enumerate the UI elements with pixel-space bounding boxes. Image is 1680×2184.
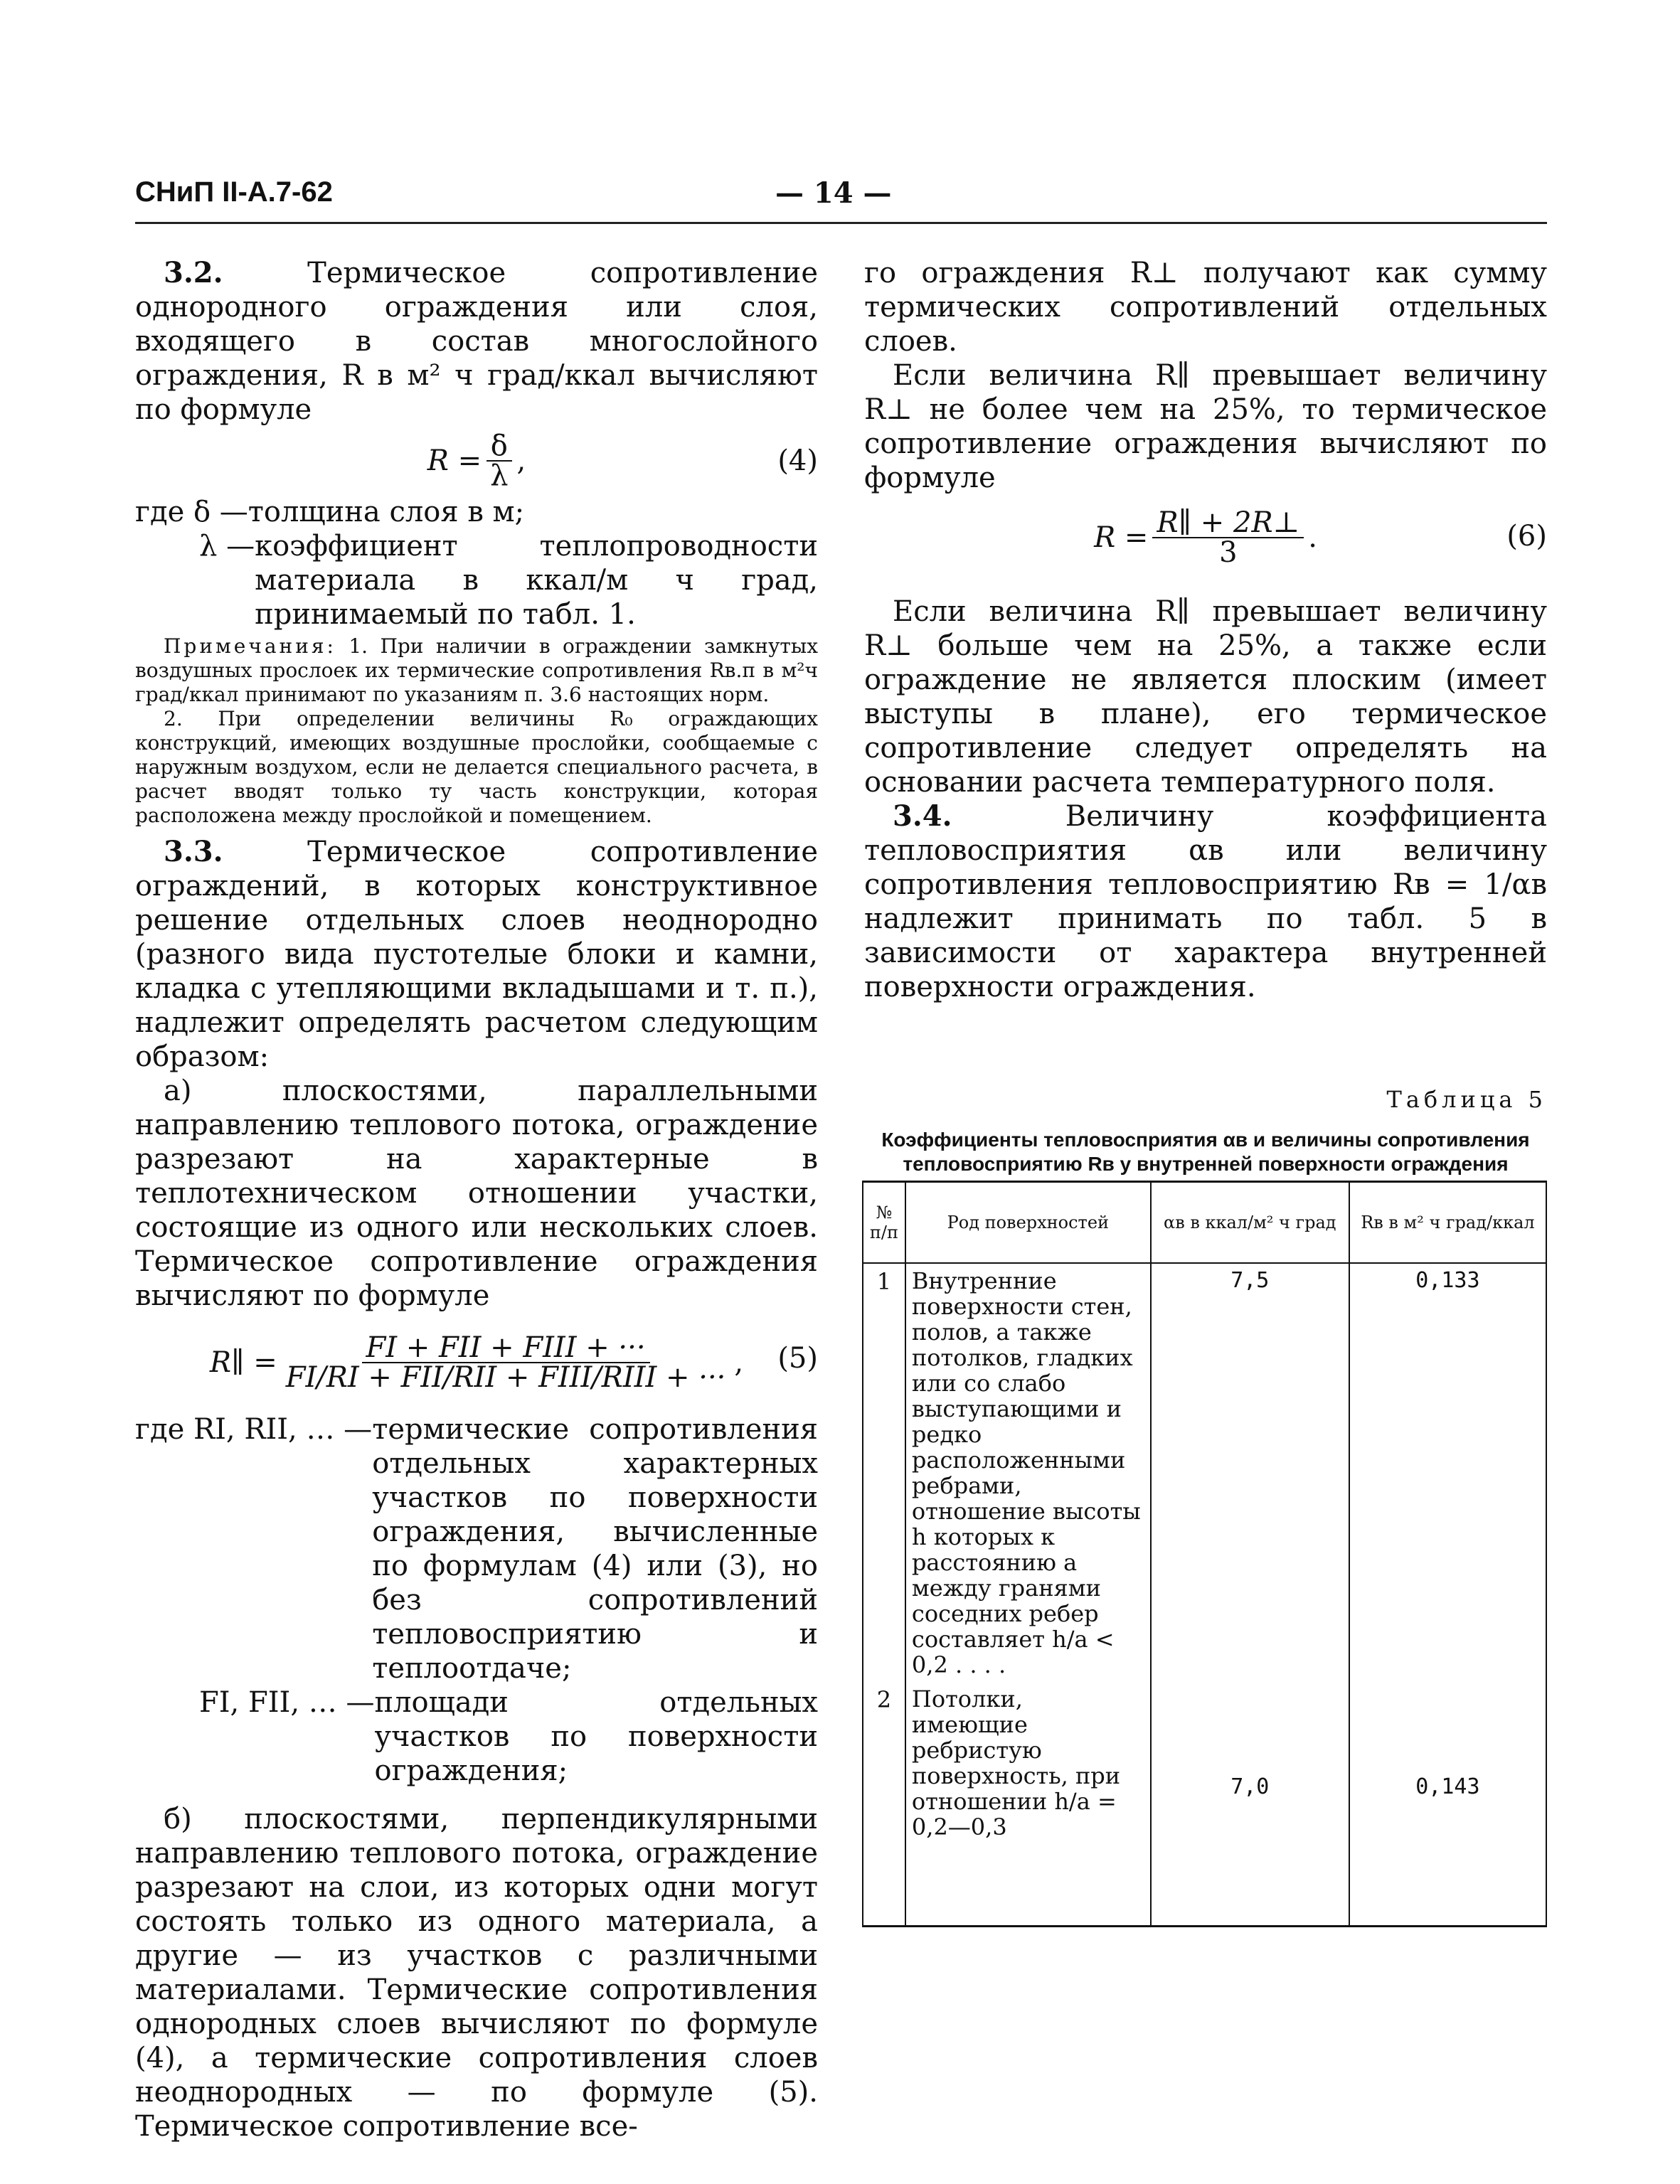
continuation-text: го ограждения R⊥ получают как сумму термических сопротивлений отдельных слоев. xyxy=(864,257,1547,358)
formula-numerator: δ xyxy=(487,432,512,462)
formula-fraction xyxy=(282,1333,730,1392)
section-text: Термическое сопротивление однородного ограждения или слоя, входящего в состав многослойного ограждения, R в м² ч град/ккал вычисляют по формуле xyxy=(135,257,818,426)
formula-fraction xyxy=(1152,508,1304,567)
section-text: Термическое сопротивление ограждений, в которых конструктивное решение отдельных слоев неоднородно (разного вида пустотелые блоки и камни, кладка с утепляющими вкладышами и т. п.), надлежит определять расчетом следующим образом: xyxy=(135,836,818,1073)
formula-4 xyxy=(135,427,818,495)
row-r: 0,133 xyxy=(1349,1263,1546,1682)
row-r: 0,143 xyxy=(1349,1682,1546,1927)
formula-lhs: R = xyxy=(427,444,482,477)
formula-number: (5) xyxy=(777,1342,818,1375)
formula-lhs: R∥ = xyxy=(209,1346,277,1379)
definition-term: где δ — xyxy=(135,496,248,528)
table-row xyxy=(863,1682,1546,1927)
table-5 xyxy=(862,1181,1547,1927)
paragraph-if-2: Если величина R∥ превышает величину R⊥ больше чем на 25%, а также если ограждение не является плоским (имеет выступы в плане), его термическое сопротивление следует определять на основании расчета температурного поля. xyxy=(864,595,1547,799)
left-column xyxy=(135,256,818,2143)
right-column xyxy=(864,256,1547,1176)
section-3-4 xyxy=(864,799,1547,1004)
notes-heading: Примечания: xyxy=(164,634,336,658)
section-number: 3.3. xyxy=(164,835,223,868)
notes-block xyxy=(135,634,818,828)
table-row xyxy=(863,1263,1546,1682)
note-text: 1. При наличии в ограждении замкнутых воздушных прослоек их термические сопротивления Rв.п в м²ч град/ккал принимают по указаниям п. 3.6 настоящих норм. xyxy=(135,634,818,706)
row-num: 1 xyxy=(863,1263,905,1682)
section-3-2 xyxy=(135,256,818,427)
header-rule xyxy=(135,222,1547,224)
row-num: 2 xyxy=(863,1682,905,1927)
definition-f-parts xyxy=(135,1685,818,1788)
formula-tail: , xyxy=(516,444,526,477)
header-r: Rв в м² ч град/ккал xyxy=(1349,1182,1546,1264)
header-num: № п/п xyxy=(863,1182,905,1264)
formula-number: (4) xyxy=(777,444,818,477)
definition-text: толщина слоя в м; xyxy=(248,496,525,528)
page-number: — 14 — xyxy=(775,176,892,210)
formula-numerator: FI + FII + FIII + ··· xyxy=(362,1333,650,1363)
definition-term: FI, FII, … — xyxy=(199,1686,375,1719)
row-desc: Внутренние поверхности стен, полов, а также потолков, гладких или со слабо выступающими и редко расположенными ребрами, отношение высоты h которых к расстоянию a между гранями соседних ребер составляет h/a < 0,2 . . . . xyxy=(905,1263,1151,1682)
header-kind: Род поверхностей xyxy=(905,1182,1151,1264)
formula-lhs: R = xyxy=(1094,521,1149,554)
definition-term: где RI, RII, … — xyxy=(135,1413,373,1446)
table-label: Таблица 5 xyxy=(1386,1086,1547,1113)
table-title: Коэффициенты тепловосприятия αв и величины сопротивления тепловосприятию Rв у внутренней поверхности ограждения xyxy=(881,1129,1530,1175)
definition-text: термические сопротивления отдельных характерных участков по поверхности ограждения, вычисленные по формулам (4) или (3), но без сопротивлений тепловосприятию и теплоотдаче; xyxy=(372,1413,818,1685)
item-a: а) плоскостями, параллельными направлению теплового потока, ограждение разрезают на характерные в теплотехническом отношении участки, состоящие из одного или нескольких слоев. Термическое сопротивление ограждения вычисляют по формуле xyxy=(135,1075,818,1312)
row-desc: Потолки, имеющие ребристую поверхность, при отношении h/a = 0,2—0,3 xyxy=(905,1682,1151,1927)
formula-tail: , xyxy=(734,1346,744,1379)
definition-r-parts xyxy=(135,1412,818,1685)
definition-text: коэффициент теплопроводности материала в ккал/м ч град, принимаемый по табл. 1. xyxy=(255,530,818,631)
paragraph-if-1: Если величина R∥ превышает величину R⊥ не более чем на 25%, то термическое сопротивление ограждения вычисляют по формуле xyxy=(864,359,1547,494)
table-header-row xyxy=(863,1182,1546,1264)
definition-term: λ — xyxy=(199,530,255,563)
header-alpha: αв в ккал/м² ч град xyxy=(1151,1182,1349,1264)
formula-5 xyxy=(135,1313,818,1412)
item-b: б) плоскостями, перпендикулярными направлению теплового потока, ограждение разрезают на слои, из которых одни могут состоять только из одного материала, а другие — из участков с различными материалами. Термические сопротивления однородных слоев вычисляют по формуле (4), а термические сопротивления слоев неоднородных — по формуле (5). Термическое сопротивление все- xyxy=(135,1803,818,2143)
row-alpha: 7,0 xyxy=(1151,1682,1349,1927)
section-3-3 xyxy=(135,835,818,1074)
note-1 xyxy=(135,634,818,707)
formula-denominator: 3 xyxy=(1219,536,1238,569)
formula-fraction xyxy=(486,432,512,490)
row-alpha: 7,5 xyxy=(1151,1263,1349,1682)
note-2: 2. При определении величины R₀ ограждающих конструкций, имеющих воздушные прослойки, сообщаемые с наружным воздухом, если не делается специального расчета, в расчет вводят только ту часть конструкции, которая расположена между прослойкой и помещением. xyxy=(135,707,818,827)
formula-number: (6) xyxy=(1506,520,1547,553)
formula-6 xyxy=(864,495,1547,580)
formula-denominator: FI/RI + FII/RII + FIII/RIII + ··· xyxy=(285,1361,726,1394)
section-number: 3.2. xyxy=(164,256,223,289)
definition-delta xyxy=(135,495,818,529)
definition-text: площади отдельных участков по поверхности ограждения; xyxy=(374,1686,818,1787)
formula-tail: . xyxy=(1308,521,1317,554)
document-code: СНиП II-А.7-62 xyxy=(135,176,333,208)
section-text: Величину коэффициента тепловосприятия αв или величину сопротивления тепловосприятию Rв = 1/αв надлежит принимать по табл. 5 в зависимости от характера внутренней поверхности ограждения. xyxy=(864,800,1547,1003)
definition-lambda xyxy=(135,529,818,632)
section-number: 3.4. xyxy=(893,799,952,833)
formula-numerator: R∥ + 2R⊥ xyxy=(1152,508,1304,538)
formula-denominator: λ xyxy=(490,459,509,492)
